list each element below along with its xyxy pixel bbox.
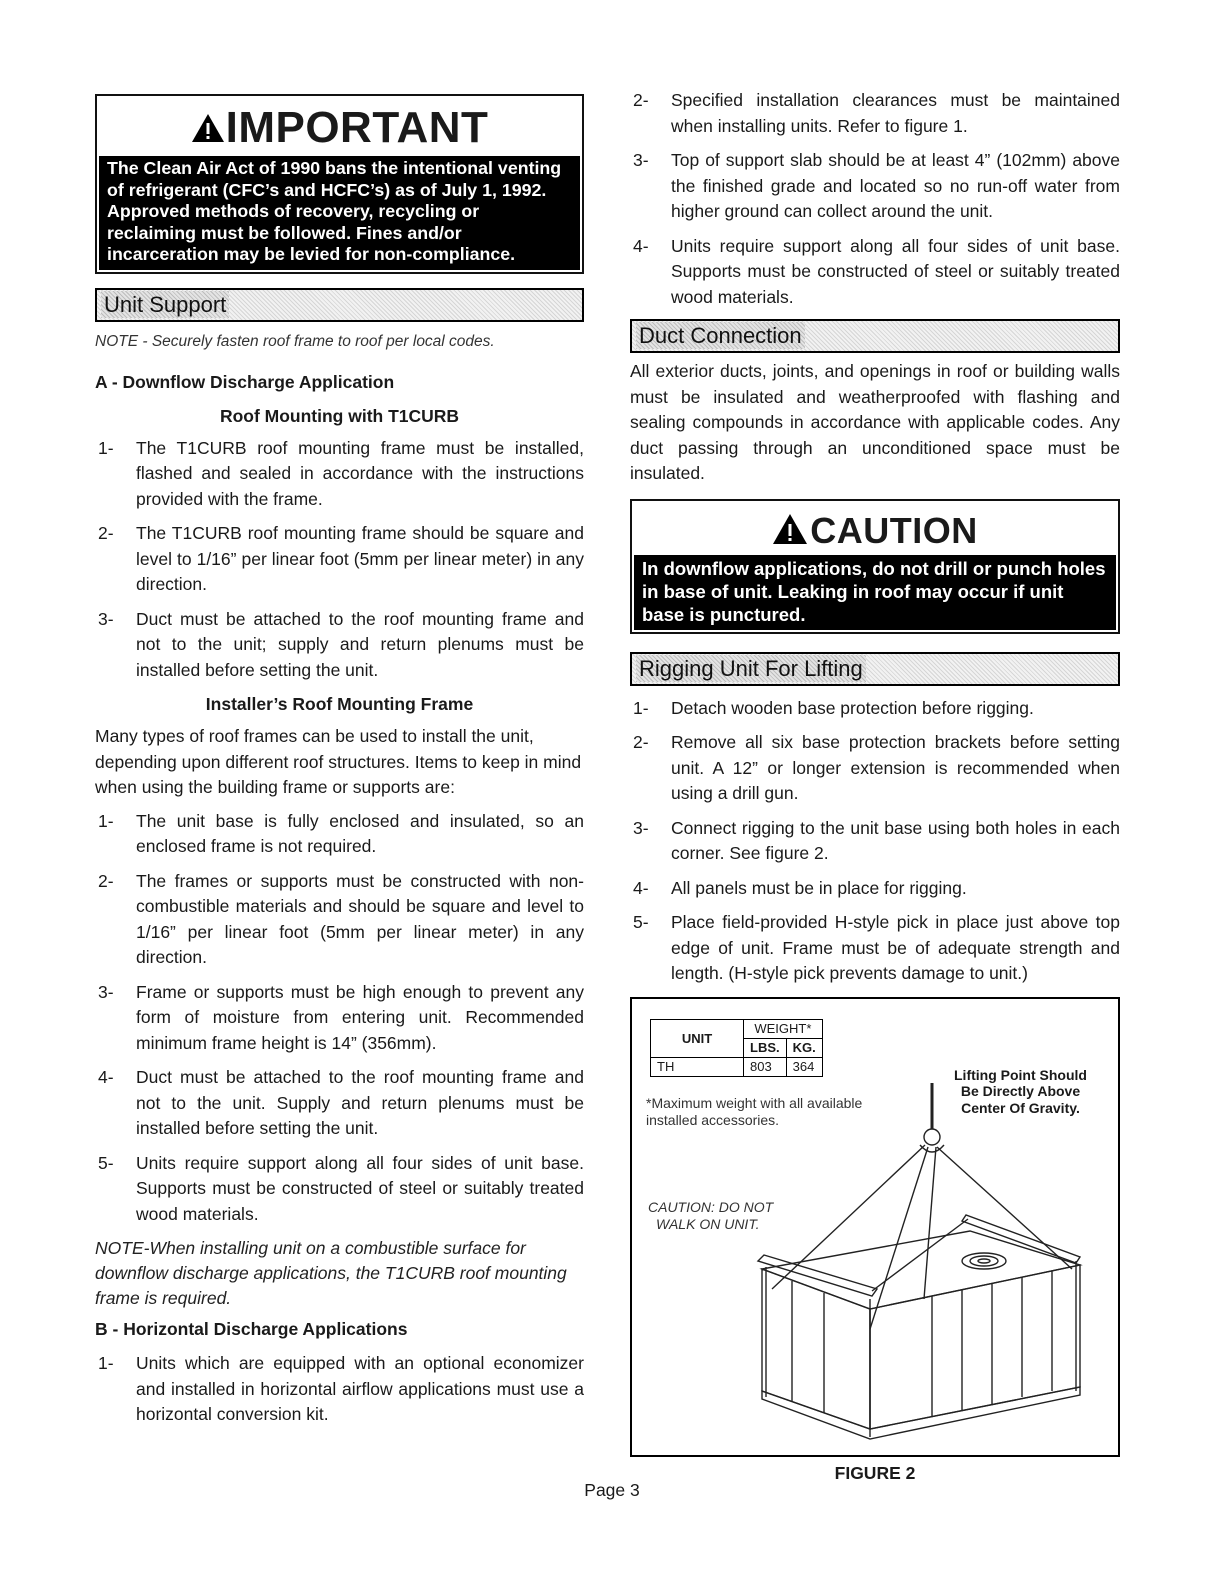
figure-2 — [630, 997, 1120, 1457]
important-title: IMPORTANT — [225, 103, 489, 152]
list-item: 3- Frame or supports must be high enough to prevent any form of moisture from entering unit. Recommended minimum frame height is 14” (356mm). — [98, 981, 584, 1053]
list-item: 5- Units require support along all four sides of unit base. Supports must be constructed of steel or suitably treated wood materials. — [98, 1152, 584, 1224]
figure-caption: FIGURE 2 — [834, 1462, 916, 1483]
unit-header: UNIT — [651, 1019, 744, 1057]
horizontal-list-continued — [630, 88, 1120, 310]
kg-header: KG. — [786, 1038, 822, 1057]
combustible-surface-note: NOTE-When installing unit on a combustible surface for downflow discharge applications, the T1CURB roof mounting frame is required. — [95, 1238, 567, 1308]
horizontal-list — [95, 1351, 584, 1428]
rigging-list — [630, 696, 1120, 987]
caution-title-row — [632, 501, 1118, 555]
list-item: 2- The T1CURB roof mounting frame should be square and level to 1/16” per linear foot (5mm per linear meter) in any direction. — [98, 523, 584, 594]
duct-paragraph: All exterior ducts, joints, and openings in roof or building walls must be insulated and weatherproofed with flashing and sealing compounds in accordance with applicable codes. Any duct passing through an unconditioned space must be insulated. — [630, 361, 1120, 483]
roof-frames-paragraph: Many types of roof frames can be used to install the unit, depending upon different roof structures. Items to keep in mind when using the building frame or supports are: — [95, 726, 582, 797]
duct-connection-heading: Duct Connection — [630, 319, 1120, 353]
list-item: 1- The T1CURB roof mounting frame must be installed, flashed and sealed in accordance with the instructions provided with the frame. — [98, 437, 584, 509]
section-b-heading: B - Horizontal Discharge Applications — [95, 1319, 408, 1339]
list-item: 2- Specified installation clearances must be maintained when installing units. Refer to figure 1. — [633, 90, 1120, 136]
list-item: 4- Duct must be attached to the roof mounting frame and not to the unit. Supply and return plenums must be installed before setting the unit. — [98, 1067, 584, 1138]
list-item: 3- Duct must be attached to the roof mounting frame and not to the unit; supply and return plenums must be installed before setting the unit. — [98, 608, 584, 680]
left-column — [95, 88, 584, 1437]
list-item: 4- All panels must be in place for rigging. — [633, 877, 967, 898]
list-item: 3- Top of support slab should be at least 4” (102mm) above the finished grade and located so no run-off water from higher ground can collect around the unit. — [633, 150, 1120, 221]
caution-box — [630, 499, 1120, 634]
installer-frame-list — [95, 809, 584, 1228]
lifting-point-label: Lifting Point Should Be Directly Above Center Of Gravity. — [954, 1066, 1087, 1116]
right-column — [630, 88, 1120, 1484]
weight-footnote: *Maximum weight with all available installed accessories. — [646, 1094, 863, 1128]
list-item: 2- The frames or supports must be constructed with non-combustible materials and should be square and level to 1/16” per linear foot (5mm per linear meter) in any direction. — [98, 870, 584, 967]
lbs-header: LBS. — [744, 1038, 787, 1057]
list-item: 1- The unit base is fully enclosed and insulated, so an enclosed frame is not required. — [98, 810, 584, 856]
rigging-illustration — [632, 999, 1118, 1451]
installer-frame-subheading: Installer’s Roof Mounting Frame — [205, 694, 474, 714]
list-item: 1- Detach wooden base protection before rigging. — [633, 697, 1034, 718]
caution-title: CAUTION — [810, 509, 978, 551]
lbs-cell: 803 — [744, 1057, 787, 1076]
page-number: Page 3 — [584, 1480, 640, 1500]
t1curb-list — [95, 436, 584, 684]
list-item: 3- Connect rigging to the unit base using both holes in each corner. See figure 2. — [633, 817, 1120, 863]
section-a-heading: A - Downflow Discharge Application — [95, 371, 395, 392]
t1curb-subheading: Roof Mounting with T1CURB — [219, 405, 460, 426]
walk-caution-label: CAUTION: DO NOT WALK ON UNIT. — [648, 1198, 774, 1232]
list-item: 4- Units require support along all four sides of unit base. Supports must be constructed of steel or suitably treated wood materials. — [633, 235, 1120, 307]
warning-triangle-icon — [191, 113, 225, 143]
list-item: 5- Place field-provided H-style pick in place just above top edge of unit. Frame must be of adequate strength and length. (H-style pick prevents damage to unit.) — [633, 912, 1120, 983]
rigging-heading: Rigging Unit For Lifting — [630, 652, 1120, 686]
important-title-row — [97, 96, 582, 156]
roof-frame-note: NOTE - Securely fasten roof frame to roof per local codes. — [95, 332, 495, 350]
caution-body: In downflow applications, do not drill or punch holes in base of unit. Leaking in roof may occur if unit base is punctured. — [634, 555, 1116, 630]
weight-header: WEIGHT* — [744, 1019, 823, 1038]
important-body: The Clean Air Act of 1990 bans the intentional venting of refrigerant (CFC’s and HCFC’s) as of July 1, 1992. Approved methods of recovery, recycling or reclaiming must be followed. Fines and/or incarceration may be levied for non-compliance. — [99, 156, 580, 270]
important-box — [95, 94, 584, 274]
kg-cell: 364 — [786, 1057, 822, 1076]
list-item: 2- Remove all six base protection brackets before setting unit. A 12” or longer extension is recommended when using a drill gun. — [633, 732, 1120, 803]
list-item: 1- Units which are equipped with an optional economizer and installed in horizontal airflow applications must use a horizontal conversion kit. — [98, 1353, 584, 1424]
warning-triangle-icon — [772, 513, 808, 545]
unit-cell: TH — [651, 1057, 744, 1076]
unit-support-heading: Unit Support — [95, 288, 584, 322]
